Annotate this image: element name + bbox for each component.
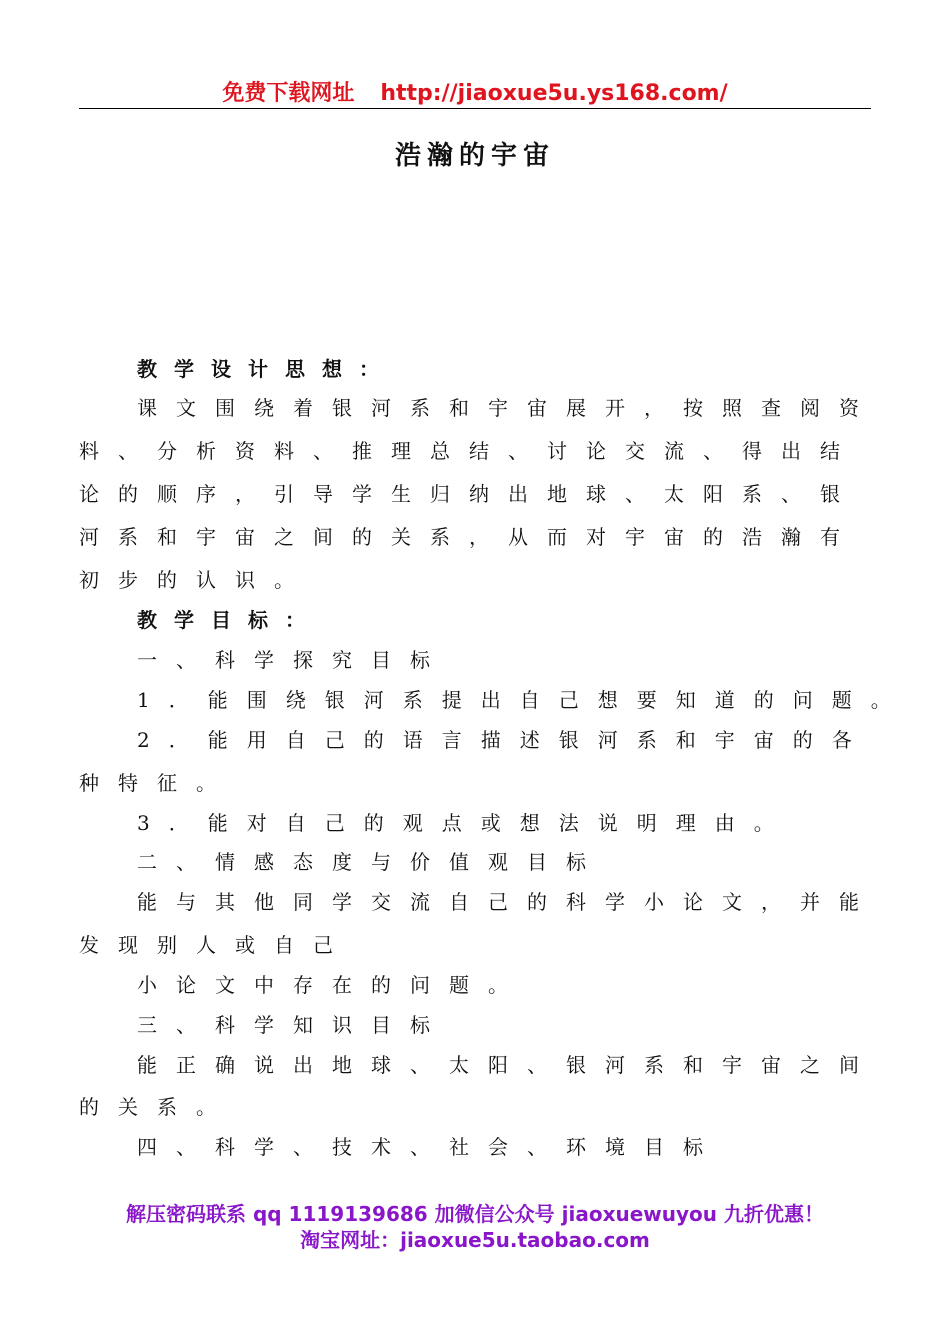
goal-heading: 三、科学知识目标	[137, 1013, 449, 1037]
download-url-link[interactable]: http://jiaoxue5u.ys168.com/	[380, 81, 728, 106]
section-heading-goals: 教学目标：	[137, 608, 322, 632]
header-divider	[79, 108, 871, 109]
page-title: 浩瀚的宇宙	[394, 141, 555, 171]
paragraph-line: 能与其他同学交流自己的科学小论文，并能	[137, 890, 878, 914]
goal-item: 2．能用自己的语言描述银河系和宇宙的各	[137, 728, 871, 752]
goal-heading: 二、情感态度与价值观目标	[137, 850, 605, 874]
goal-heading: 一、科学探究目标	[137, 648, 449, 672]
goal-heading: 四、科学、技术、社会、环境目标	[137, 1135, 722, 1159]
paragraph-line: 初步的认识。	[79, 568, 313, 592]
goal-item: 1．能围绕银河系提出自己想要知道的问题。	[137, 688, 910, 712]
paragraph-line: 发现别人或自己	[79, 933, 352, 957]
paragraph-line: 的关系。	[79, 1095, 235, 1119]
goal-item: 3．能对自己的观点或想法说明理由。	[137, 811, 793, 835]
paragraph-line: 小论文中存在的问题。	[137, 973, 527, 997]
download-header	[0, 76, 950, 107]
paragraph-line: 料、分析资料、推理总结、讨论交流、得出结	[79, 439, 859, 463]
paragraph-line: 能正确说出地球、太阳、银河系和宇宙之间	[137, 1053, 878, 1077]
goal-item-continued: 种特征。	[79, 771, 235, 795]
download-label: 免费下载网址	[222, 81, 355, 106]
paragraph-line: 课文围绕着银河系和宇宙展开，按照查阅资	[137, 396, 878, 420]
paragraph-line: 论的顺序，引导学生归纳出地球、太阳系、银	[79, 482, 859, 506]
footer-shop-link[interactable]: 淘宝网址：jiaoxue5u.taobao.com	[300, 1228, 650, 1252]
section-heading-design: 教学设计思想：	[137, 357, 396, 381]
paragraph-line: 河系和宇宙之间的关系，从而对宇宙的浩瀚有	[79, 525, 859, 549]
footer-contact: 解压密码联系 qq 1119139686 加微信公众号 jiaoxuewuyou 九折优惠！	[126, 1202, 824, 1226]
